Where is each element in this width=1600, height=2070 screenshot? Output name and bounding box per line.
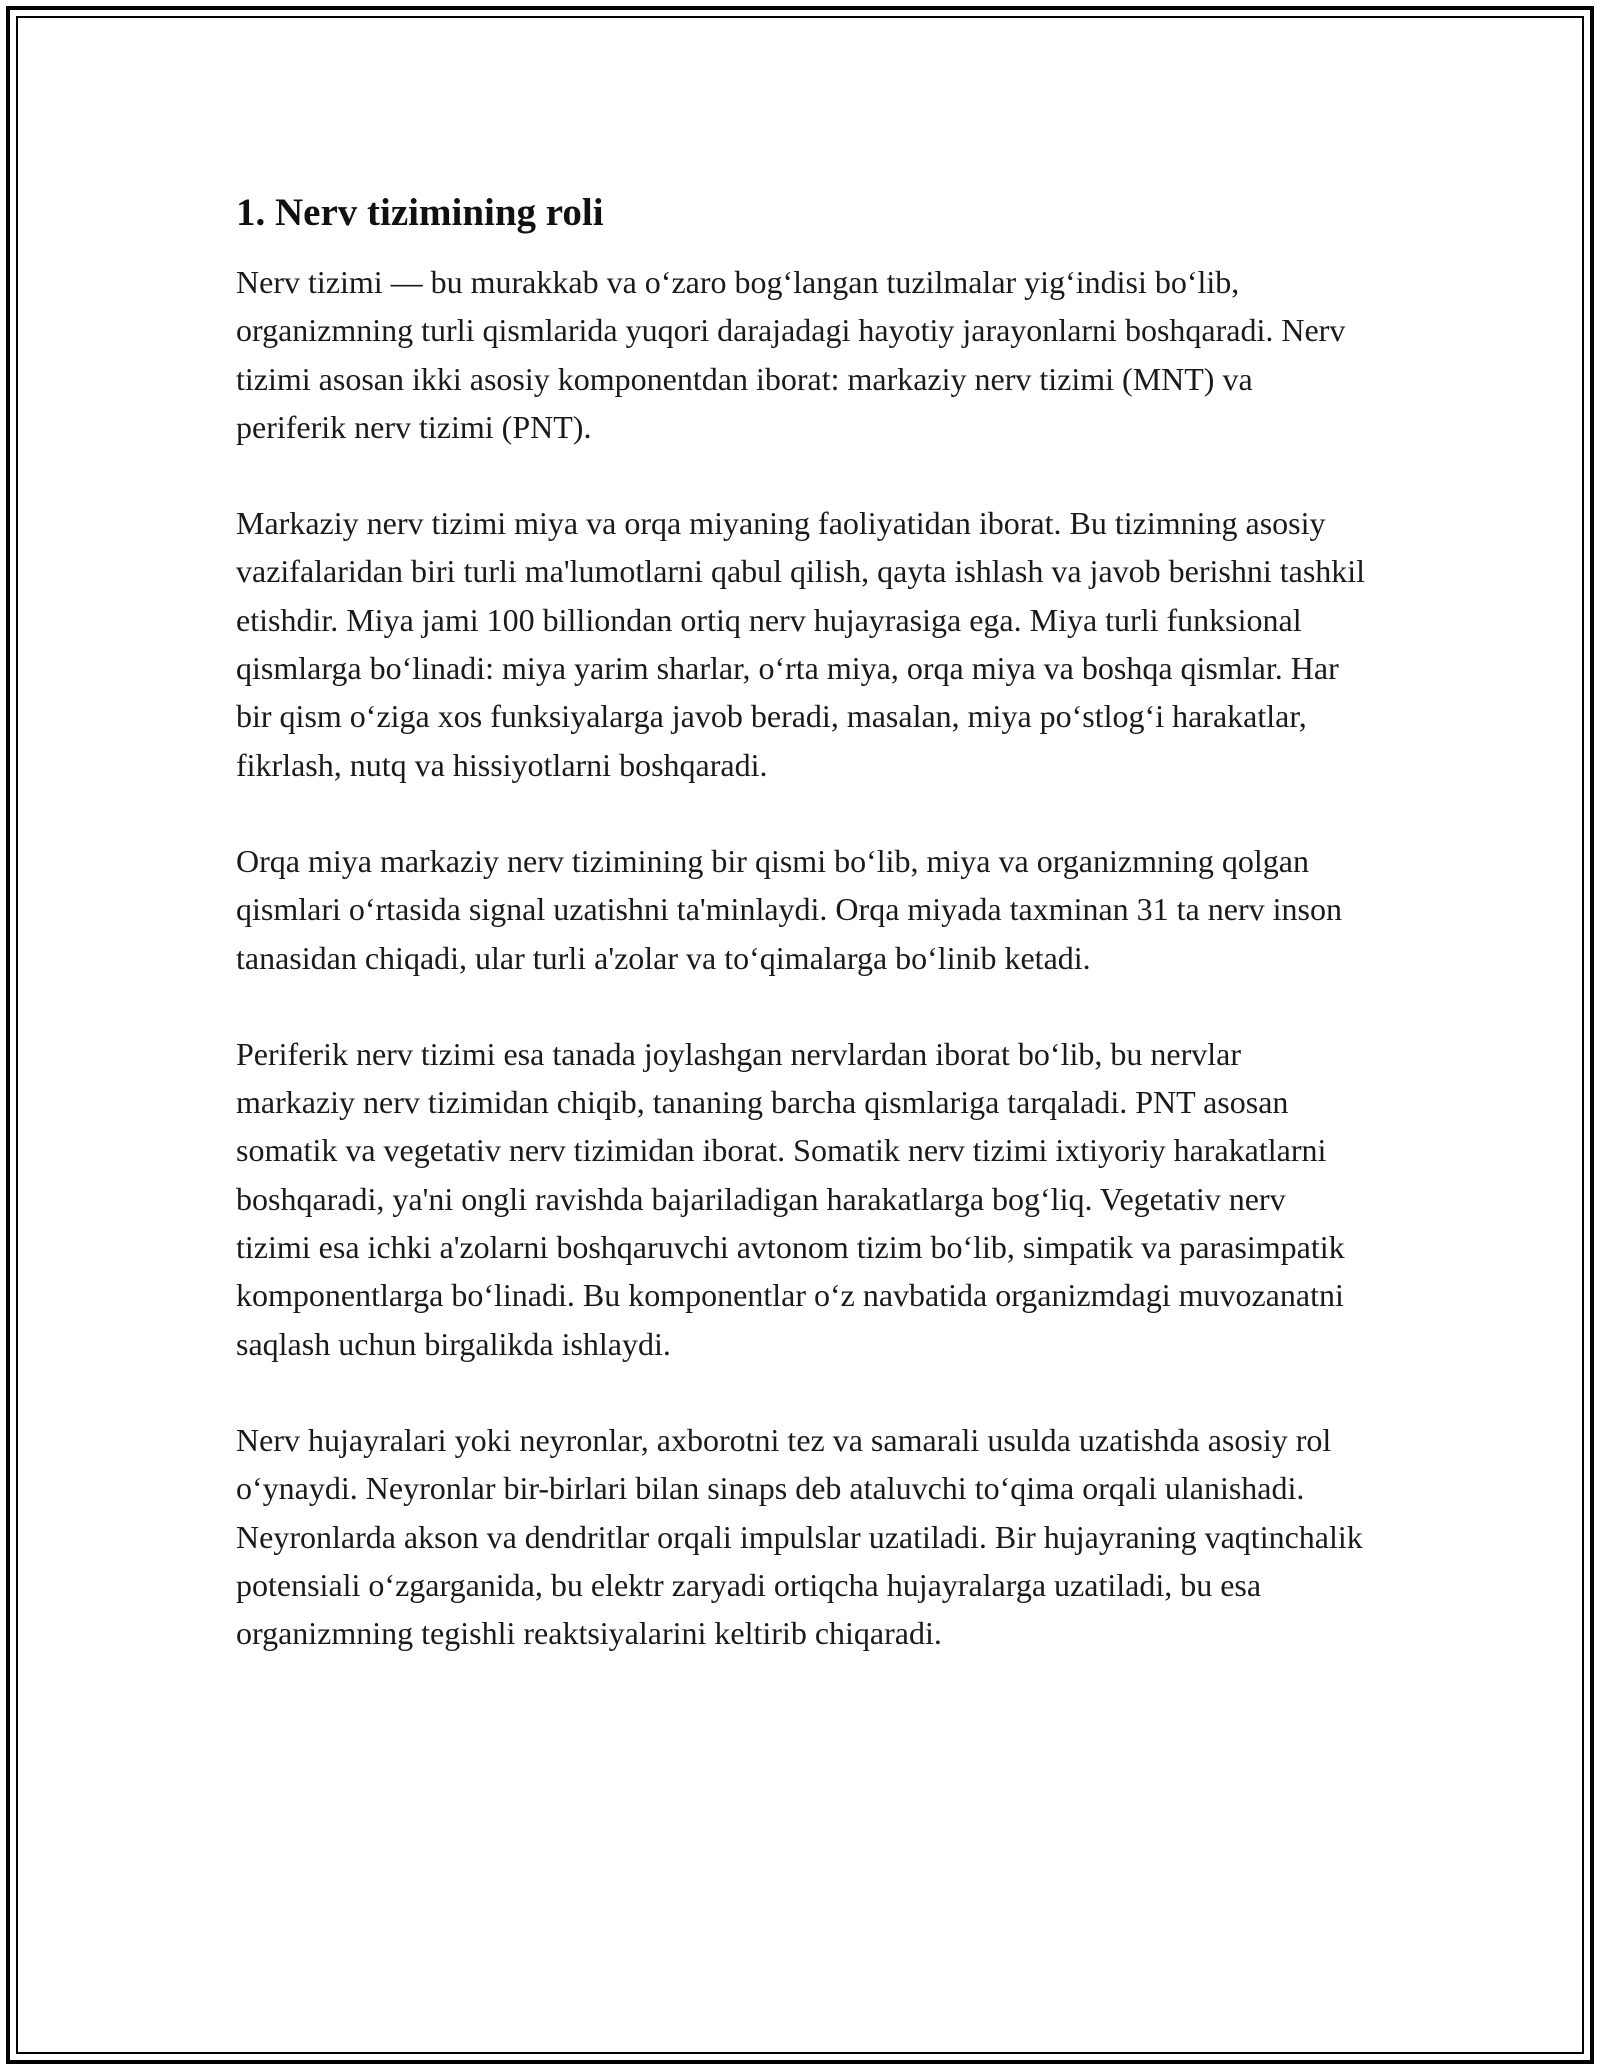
document-body xyxy=(236,186,1366,1657)
paragraph-5: Nerv hujayralari yoki neyronlar, axborotni tez va samarali usulda uzatishda asosiy rol o‘ynaydi. Neyronlar bir-birlari bilan sinaps deb ataluvchi to‘qima orqali ulanishadi. Neyronlarda akson va dendritlar orqali impulslar uzatiladi. Bir hujayraning vaqtinchalik potensiali o‘zgarganida, bu elektr zaryadi ortiqcha hujayralarga uzatiladi, bu esa organizmning tegishli reaktsiyalarini keltirib chiqaradi. xyxy=(236,1421,1363,1652)
paragraph-1: Nerv tizimi — bu murakkab va o‘zaro bog‘langan tuzilmalar yig‘indisi bo‘lib, organizmning turli qismlarida yuqori darajadagi hayotiy jarayonlarni boshqaradi. Nerv tizimi asosan ikki asosiy komponentdan iborat: markaziy nerv tizimi (MNT) va periferik nerv tizimi (PNT). xyxy=(236,264,1346,445)
section-heading: 1. Nerv tizimining roli xyxy=(236,191,604,234)
paragraph-3: Orqa miya markaziy nerv tizimining bir qismi bo‘lib, miya va organizmning qolgan qismlari o‘rtasida signal uzatishni ta'minlaydi. Orqa miyada taxminan 31 ta nerv inson tanasidan chiqadi, ular turli a'zolar va to‘qimalarga bo‘linib ketadi. xyxy=(236,842,1342,976)
paragraph-2: Markaziy nerv tizimi miya va orqa miyaning faoliyatidan iborat. Bu tizimning asosiy vazifalaridan biri turli ma'lumotlarni qabul qilish, qayta ishlash va javob berishni tashkil etishdir. Miya jami 100 billiondan ortiq nerv hujayrasiga ega. Miya turli funksional qismlarga bo‘linadi: miya yarim sharlar, o‘rta miya, orqa miya va boshqa qismlar. Har bir qism o‘ziga xos funksiyalarga javob beradi, masalan, miya po‘stlog‘i harakatlar, fikrlash, nutq va hissiyotlarni boshqaradi. xyxy=(236,505,1366,783)
paragraph-4: Periferik nerv tizimi esa tanada joylashgan nervlardan iborat bo‘lib, bu nervlar markaziy nerv tizimidan chiqib, tananing barcha qismlariga tarqaladi. PNT asosan somatik va vegetativ nerv tizimidan iborat. Somatik nerv tizimi ixtiyoriy harakatlarni boshqaradi, ya'ni ongli ravishda bajariladigan harakatlarga bog‘liq. Vegetativ nerv tizimi esa ichki a'zolarni boshqaruvchi avtonom tizim bo‘lib, simpatik va parasimpatik komponentlarga bo‘linadi. Bu komponentlar o‘z navbatida organizmdagi muvozanatni saqlash uchun birgalikda ishlaydi. xyxy=(236,1035,1345,1362)
